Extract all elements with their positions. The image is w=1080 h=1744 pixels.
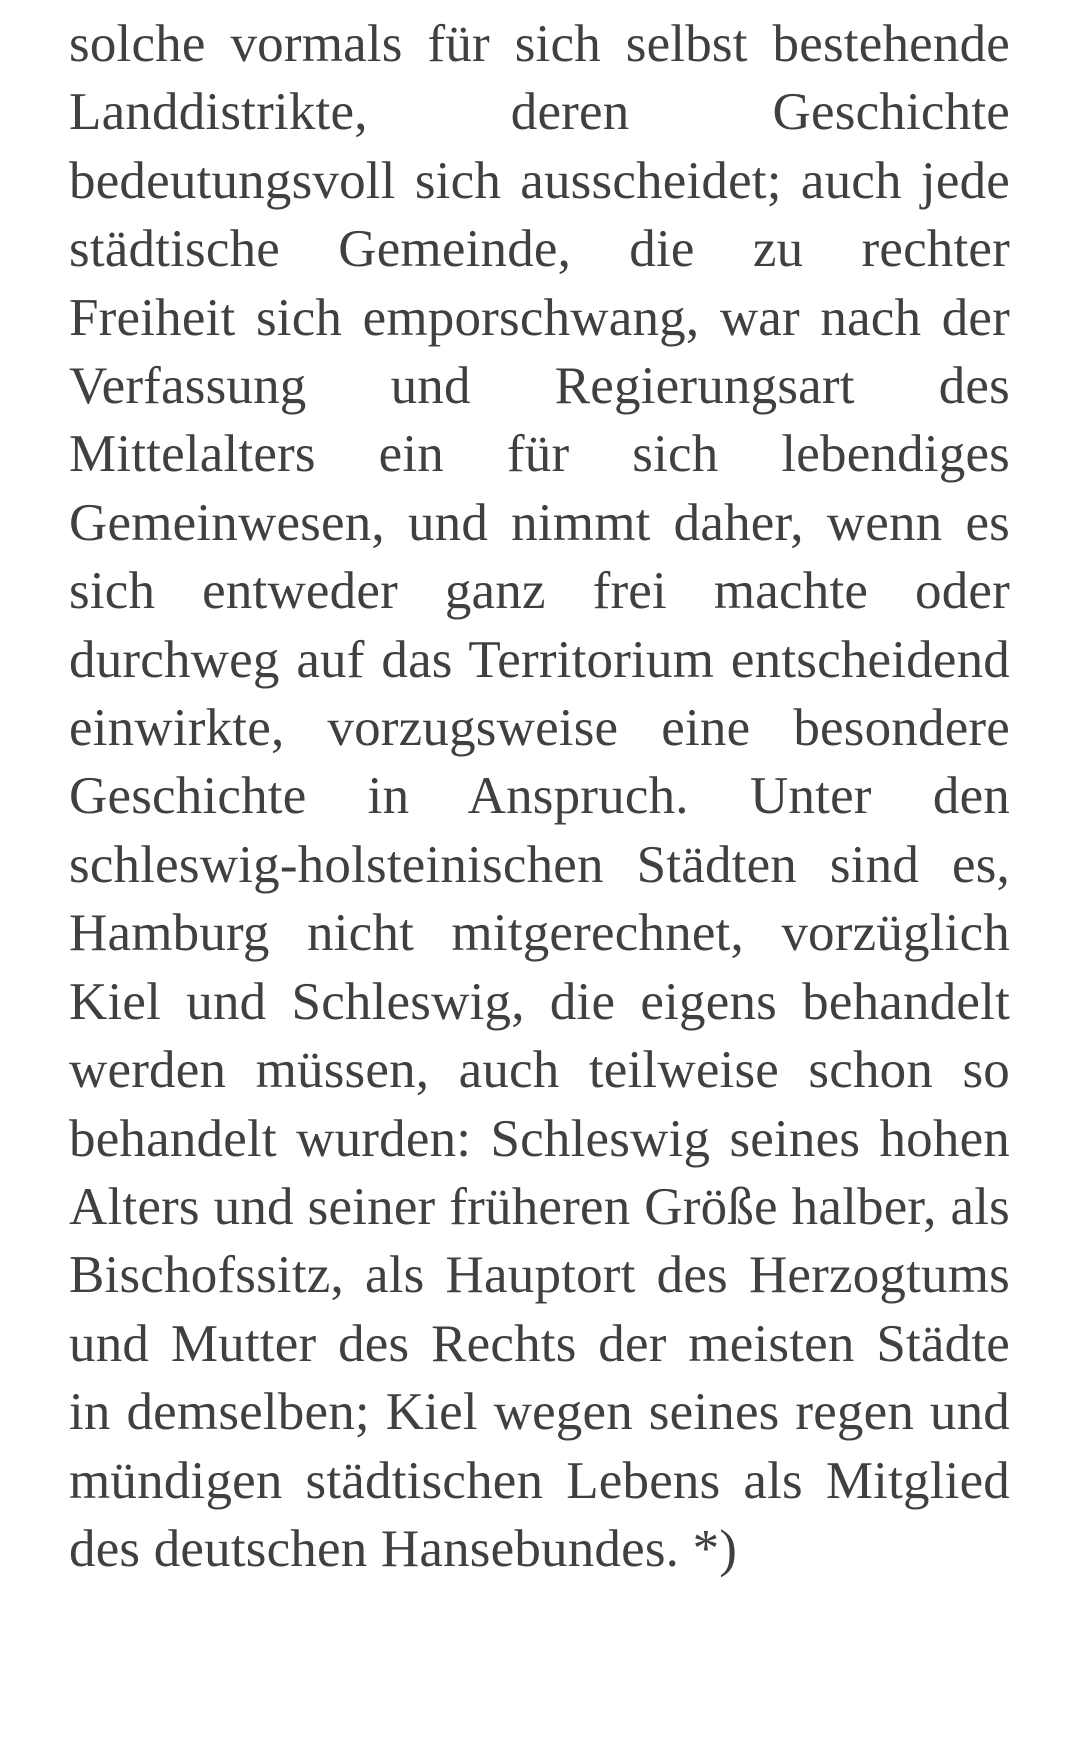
body-paragraph: solche vormals für sich selbst bestehende Landdistrikte, deren Geschichte bedeutungsvoll sich ausscheidet; auch jede städtische Gemeinde, die zu rechter Freiheit sich emporschwang, war nach der Verfassung und Regierungsart des Mittelalters ein für sich lebendiges Gemeinwesen, und nimmt daher, wenn es sich entweder ganz frei machte oder durchweg auf das Territorium entscheidend einwirkte, vorzugsweise eine besondere Geschichte in Anspruch. Unter den schleswig-holsteinischen Städten sind es, Hamburg nicht mitgerechnet, vorzüglich Kiel und Schleswig, die eigens behandelt werden müssen, auch teilweise schon so behandelt wurden: Schleswig seines hohen Alters und seiner früheren Größe halber, als Bischofssitz, als Hauptort des Herzogtums und Mutter des Rechts der meisten Städte in demselben; Kiel wegen seines regen und mündigen städtischen Lebens als Mitglied des deutschen Hansebundes. *) [69, 15, 1010, 1578]
